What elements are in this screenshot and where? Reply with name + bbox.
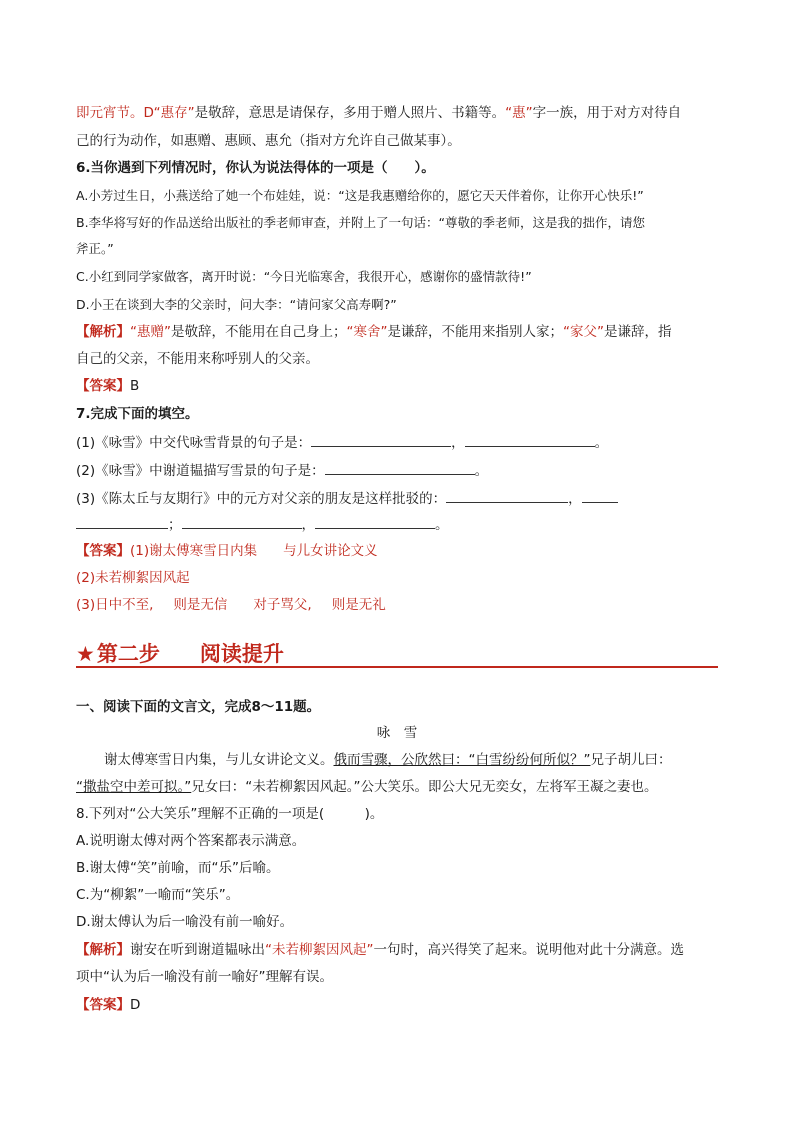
section-title: [76, 638, 284, 668]
question-6-option-c: C.小红到同学家做客，离开时说：“今日光临寒舍，我很开心，感谢你的盛情款待!”: [76, 269, 532, 284]
question-6-option-d: D.小王在谈到大李的父亲时，问大李：“请问家父高寿啊?”: [76, 297, 397, 312]
answer-text: 则是无礼: [331, 597, 386, 613]
question-7-item-3-cont: [76, 514, 449, 535]
question-7-item-3: [76, 488, 618, 509]
question-6-option-a: A.小芳过生日，小燕送给了她一个布娃娃，说：“这是我惠赠给你的，愿它天天伴着你，让你开心快乐!”: [76, 188, 644, 203]
answer-value: B: [130, 378, 140, 394]
question-8-option-b: B.谢太傅“笑”前喻，而“乐”后喻。: [76, 860, 280, 876]
explanation-term: “惠存”: [153, 105, 195, 121]
question-7-item-1: [76, 432, 608, 453]
section-step: 第二步: [96, 642, 160, 666]
passage-text: 兄子胡儿曰：: [590, 752, 672, 768]
explanation-text: 是敬辞，意思是请保存，多用于赠人照片、书籍等。: [194, 105, 506, 121]
passage-text: 兄女曰：“未若柳絮因风起。”公大笑乐。即公大兄无奕女，左将军王凝之妻也。: [191, 779, 658, 795]
fill-blank[interactable]: [311, 432, 451, 447]
star-icon: ★: [76, 642, 95, 666]
question-6-analysis-cont: 自己的父亲，不能用来称呼别人的父亲。: [76, 351, 319, 367]
question-6-option-b-cont: 斧正。”: [76, 241, 114, 256]
fill-blank[interactable]: [465, 432, 595, 447]
item-text: (2)《咏雪》中谢道韫描写雪景的句子是：: [76, 463, 325, 479]
analysis-term: “寒舍”: [346, 324, 388, 340]
analysis-term: “未若柳絮因风起”: [265, 942, 374, 958]
question-6-answer: [76, 376, 139, 396]
fill-blank[interactable]: [582, 488, 618, 503]
fill-blank[interactable]: [182, 514, 302, 529]
explanation-text: 即元宵节。D: [76, 105, 154, 121]
punctuation: ，: [451, 435, 465, 451]
question-8-option-c: C.为“柳絮”一喻而“笑乐”。: [76, 887, 240, 903]
passage-line-2: [76, 777, 658, 797]
analysis-text: 一句时，高兴得笑了起来。说明他对此十分满意。选: [373, 942, 684, 958]
answer-label: 【答案】: [76, 378, 130, 394]
answer-text: 与儿女讲论文义: [283, 543, 378, 559]
answer-text: (1)谢太傅寒雪日内集: [130, 543, 258, 559]
question-6-option-b: B.李华将写好的作品送给出版社的季老师审查，并附上了一句话：“尊敬的季老师，这是我的拙作，请您: [76, 215, 646, 230]
passage-text: 谢太傅寒雪日内集，与儿女讲论文义。: [104, 752, 334, 768]
fill-blank[interactable]: [76, 514, 168, 529]
item-text: (3)《陈太丘与友期行》中的元方对父亲的朋友是这样批驳的：: [76, 491, 447, 507]
question-8-option-a: A.说明谢太傅对两个答案都表示满意。: [76, 833, 306, 849]
question-6-analysis: [76, 322, 672, 342]
passage-underlined: 俄而雪骤，公欣然曰：“白雪纷纷何所似？”: [333, 752, 591, 768]
question-8-answer: [76, 995, 140, 1015]
answer-text: (3)日中不至,: [76, 597, 154, 613]
section-heading: [76, 636, 718, 668]
question-7-answer-3: [76, 595, 386, 615]
analysis-label: 【解析】: [76, 324, 130, 340]
explanation-continued-line-1: [76, 103, 681, 123]
item-text: (1)《咏雪》中交代咏雪背景的句子是：: [76, 435, 312, 451]
analysis-text: 是谦辞，指: [604, 324, 672, 340]
passage-line-1: [104, 750, 672, 770]
passage-title: 咏 雪: [376, 725, 418, 741]
punctuation: ，: [301, 517, 315, 533]
question-8-analysis-cont: 项中“认为后一喻没有前一喻好”理解有误。: [76, 969, 333, 985]
answer-text: 则是无信: [173, 597, 228, 613]
question-7-stem: 7.完成下面的填空。: [76, 406, 199, 422]
passage-underlined: “撒盐空中差可拟。”: [76, 779, 192, 795]
fill-blank[interactable]: [446, 488, 568, 503]
punctuation: 。: [474, 463, 489, 479]
analysis-text: 谢安在听到谢道韫咏出: [130, 942, 265, 958]
punctuation: ，: [568, 491, 582, 507]
question-8-stem: 8.下列对“公大笑乐”理解不正确的一项是( )。: [76, 806, 384, 822]
answer-text: 对子骂父,: [253, 597, 312, 613]
analysis-text: 是敬辞，不能用在自己身上；: [171, 324, 347, 340]
answer-label: 【答案】: [76, 543, 130, 559]
punctuation: ；: [168, 517, 182, 533]
reading-intro: 一、阅读下面的文言文，完成8～11题。: [76, 699, 321, 715]
section-name: 阅读提升: [199, 642, 284, 666]
answer-value: D: [130, 997, 141, 1013]
question-8-option-d: D.谢太傅认为后一喻没有前一喻好。: [76, 914, 294, 930]
analysis-term: “家父”: [563, 324, 604, 340]
analysis-text: 是谦辞，不能用来指别人家；: [387, 324, 563, 340]
answer-label: 【答案】: [76, 997, 130, 1013]
question-6-stem: 6.当你遇到下列情况时，你认为说法得体的一项是（ ）。: [76, 160, 435, 176]
explanation-continued-line-2: 己的行为动作，如惠赠、惠顾、惠允（指对方允许自己做某事）。: [76, 133, 461, 149]
punctuation: 。: [594, 435, 609, 451]
question-7-item-2: [76, 460, 488, 481]
fill-blank[interactable]: [315, 514, 435, 529]
question-7-answer: [76, 541, 378, 561]
analysis-label: 【解析】: [76, 942, 130, 958]
explanation-term: “惠”: [505, 105, 533, 121]
punctuation: 。: [435, 517, 449, 533]
question-7-answer-2: (2)未若柳絮因风起: [76, 570, 190, 586]
explanation-text: 字一族，用于对方对待自: [532, 105, 682, 121]
question-8-analysis: [76, 940, 684, 960]
fill-blank[interactable]: [325, 460, 475, 475]
analysis-term: “惠赠”: [130, 324, 171, 340]
